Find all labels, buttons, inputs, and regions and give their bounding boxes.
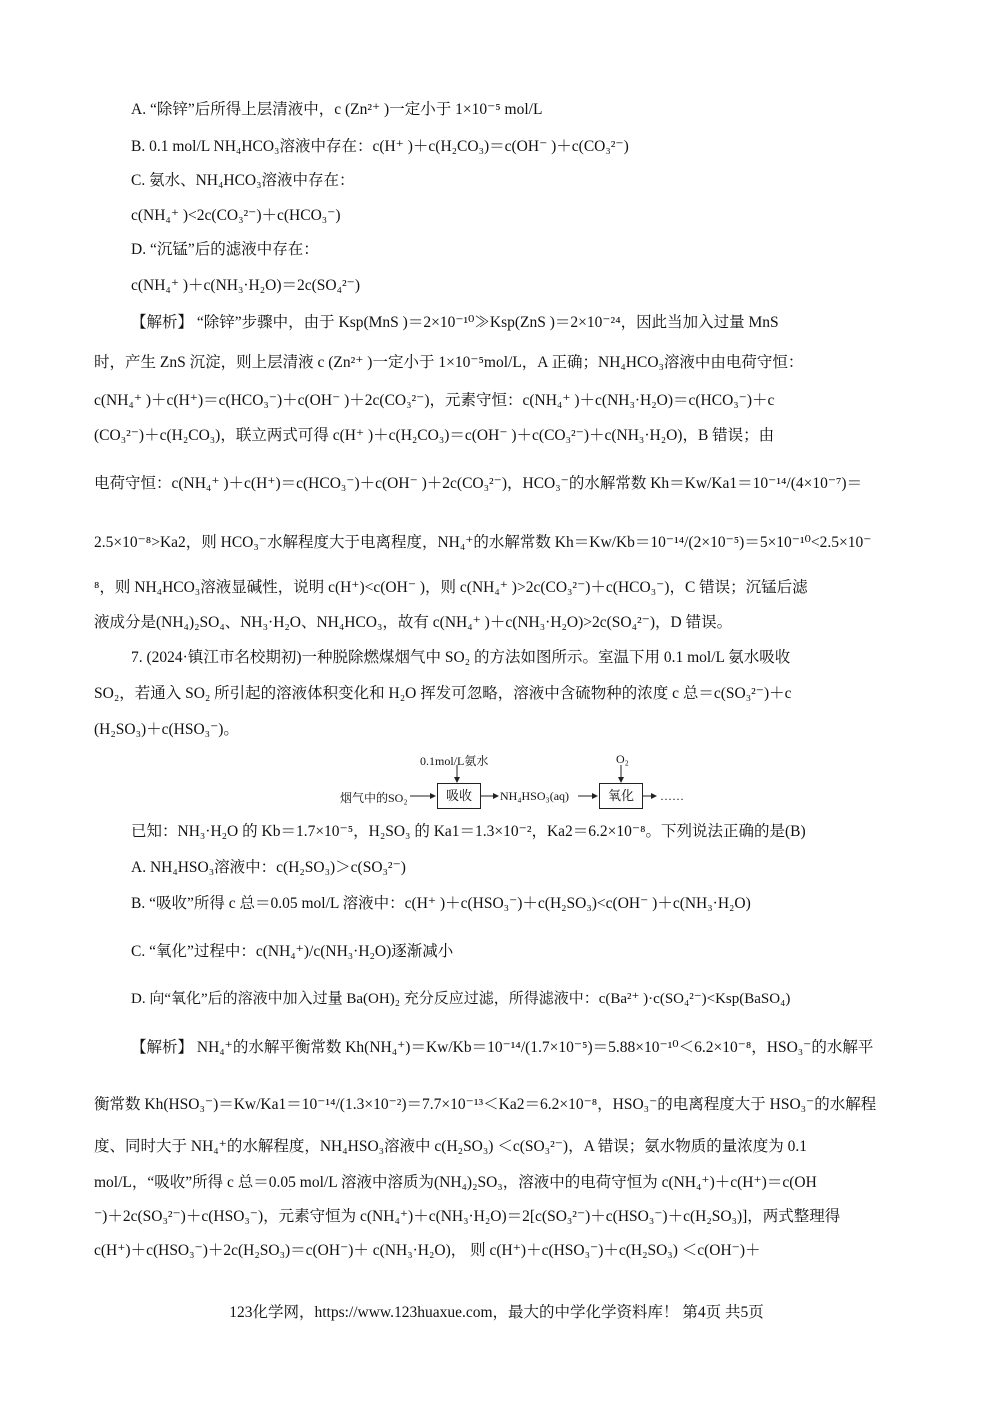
analysis-line: ⁻)＋2c(SO₃²⁻)＋c(HSO₃⁻)，元素守恒为 c(NH₄⁺)＋c(NH₃·H₂O)＝2[c(SO₃²⁻)＋c(HSO₃⁻)＋c(H₂SO₃)]，两式整理得: [94, 1208, 841, 1225]
option-c: C. 氨水、NH₄HCO₃溶液中存在：: [131, 172, 355, 189]
analysis-line: 衡常数 Kh(HSO₃⁻)＝Kw/Ka1＝10⁻¹⁴/(1.3×10⁻²)＝7.7×10⁻¹³＜Ka2＝6.2×10⁻⁸，HSO₃⁻的电离程度大于 HSO₃⁻的水解程: [94, 1096, 877, 1113]
analysis-line: 时，产生 ZnS 沉淀，则上层清液 c (Zn²⁺ )一定小于 1×10⁻⁵mol/L，A 正确；NH₄HCO₃溶液中由电荷守恒：: [94, 354, 804, 371]
option-a: A. “除锌”后所得上层清液中，c (Zn²⁺ )一定小于 1×10⁻⁵ mol/L: [131, 101, 543, 118]
option-c: C. “氧化”过程中：c(NH₄⁺)/c(NH₃·H₂O)逐渐减小: [131, 943, 454, 960]
analysis-line: 度、同时大于 NH₄⁺的水解程度，NH₄HSO₃溶液中 c(H₂SO₃) ＜c(SO₃²⁻)，A 错误；氨水物质的量浓度为 0.1: [94, 1138, 808, 1155]
option-c-formula: c(NH₄⁺ )<2c(CO₃²⁻)＋c(HCO₃⁻): [131, 207, 341, 224]
question-7-line: (H₂SO₃)＋c(HSO₃⁻)。: [94, 721, 239, 738]
question-7-line: SO₂，若通入 SO₂ 所引起的溶液体积变化和 H₂O 挥发可忽略，溶液中含硫物种的浓度 c 总＝c(SO₃²⁻)＋c: [94, 685, 792, 702]
absorb-box: 吸收: [437, 783, 481, 809]
oxidize-box: 氧化: [599, 783, 643, 809]
flue-gas-label: 烟气中的SO₂: [340, 791, 408, 805]
analysis-line: 【解析】 “除锌”步骤中，由于 Ksp(MnS )＝2×10⁻¹⁰≫Ksp(ZnS )＝2×10⁻²⁴，因此当加入过量 MnS: [131, 314, 779, 331]
process-flow-diagram: [340, 752, 720, 812]
option-d-formula: c(NH₄⁺ )＋c(NH₃·H₂O)＝2c(SO₄²⁻): [131, 277, 360, 294]
option-d: D. “沉锰”后的滤液中存在：: [131, 241, 319, 258]
analysis-line: mol/L，“吸收”所得 c 总＝0.05 mol/L 溶液中溶质为(NH₄)₂SO₃，溶液中的电荷守恒为 c(NH₄⁺)＋c(H⁺)＝c(OH: [94, 1174, 817, 1191]
analysis-line: c(H⁺)＋c(HSO₃⁻)＋2c(H₂SO₃)＝c(OH⁻)＋ c(NH₃·H₂O)， 则 c(H⁺)＋c(HSO₃⁻)＋c(H₂SO₃) ＜c(OH⁻)＋: [94, 1242, 761, 1259]
analysis-line: 2.5×10⁻⁸>Ka2，则 HCO₃⁻水解程度大于电离程度，NH₄⁺的水解常数 Kh＝Kw/Kb＝10⁻¹⁴/(2×10⁻⁵)＝5×10⁻¹⁰<2.5×10⁻: [94, 534, 872, 551]
option-b: B. “吸收”所得 c 总＝0.05 mol/L 溶液中：c(H⁺ )＋c(HSO₃⁻)＋c(H₂SO₃)<c(OH⁻ )＋c(NH₃·H₂O): [131, 895, 751, 912]
analysis-line: 电荷守恒：c(NH₄⁺ )＋c(H⁺)＝c(HCO₃⁻)＋c(OH⁻ )＋2c(CO₃²⁻)，HCO₃⁻的水解常数 Kh＝Kw/Ka1＝10⁻¹⁴/(4×10⁻⁷)＝: [94, 475, 863, 492]
question-7-line: 7. (2024·镇江市名校期初)一种脱除燃煤烟气中 SO₂ 的方法如图所示。室温下用 0.1 mol/L 氨水吸收: [131, 649, 791, 666]
oxygen-label: O₂: [616, 752, 629, 766]
analysis-line: 【解析】 NH₄⁺的水解平衡常数 Kh(NH₄⁺)＝Kw/Kb＝10⁻¹⁴/(1.7×10⁻⁵)＝5.88×10⁻¹⁰＜6.2×10⁻⁸，HSO₃⁻的水解平: [131, 1039, 874, 1056]
ellipsis-label: ……: [660, 789, 684, 803]
reagent-label: 0.1mol/L氨水: [420, 754, 489, 768]
analysis-line: 液成分是(NH₄)₂SO₄、NH₃·H₂O、NH₄HCO₃，故有 c(NH₄⁺ )＋c(NH₃·H₂O)>2c(SO₄²⁻)，D 错误。: [94, 614, 733, 631]
given-data-line: 已知：NH₃·H₂O 的 Kb＝1.7×10⁻⁵，H₂SO₃ 的 Ka1＝1.3×10⁻²，Ka2＝6.2×10⁻⁸。下列说法正确的是(B): [131, 823, 806, 840]
analysis-line: ⁸，则 NH₄HCO₃溶液显碱性，说明 c(H⁺)<c(OH⁻ )，则 c(NH₄⁺ )>2c(CO₃²⁻)＋c(HCO₃⁻)，C 错误；沉锰后滤: [94, 579, 808, 596]
analysis-line: (CO₃²⁻)＋c(H₂CO₃)，联立两式可得 c(H⁺ )＋c(H₂CO₃)＝c(OH⁻ )＋c(CO₃²⁻)＋c(NH₃·H₂O)，B 错误；由: [94, 427, 775, 444]
option-a: A. NH₄HSO₃溶液中：c(H₂SO₃)＞c(SO₃²⁻): [131, 859, 406, 876]
analysis-line: c(NH₄⁺ )＋c(H⁺)＝c(HCO₃⁻)＋c(OH⁻ )＋2c(CO₃²⁻)，元素守恒：c(NH₄⁺ )＋c(NH₃·H₂O)＝c(HCO₃⁻)＋c: [94, 392, 775, 409]
page-footer: 123化学网，https://www.123huaxue.com，最大的中学化学资料库！ 第4页 共5页: [229, 1304, 764, 1321]
option-d: D. 向“氧化”后的溶液中加入过量 Ba(OH)₂ 充分反应过滤，所得滤液中：c(Ba²⁺ )·c(SO₄²⁻)<Ksp(BaSO₄): [131, 991, 791, 1007]
product-label: NH₄HSO₃(aq): [500, 789, 570, 803]
option-b: B. 0.1 mol/L NH₄HCO₃溶液中存在：c(H⁺ )＋c(H₂CO₃)＝c(OH⁻ )＋c(CO₃²⁻): [131, 138, 629, 155]
